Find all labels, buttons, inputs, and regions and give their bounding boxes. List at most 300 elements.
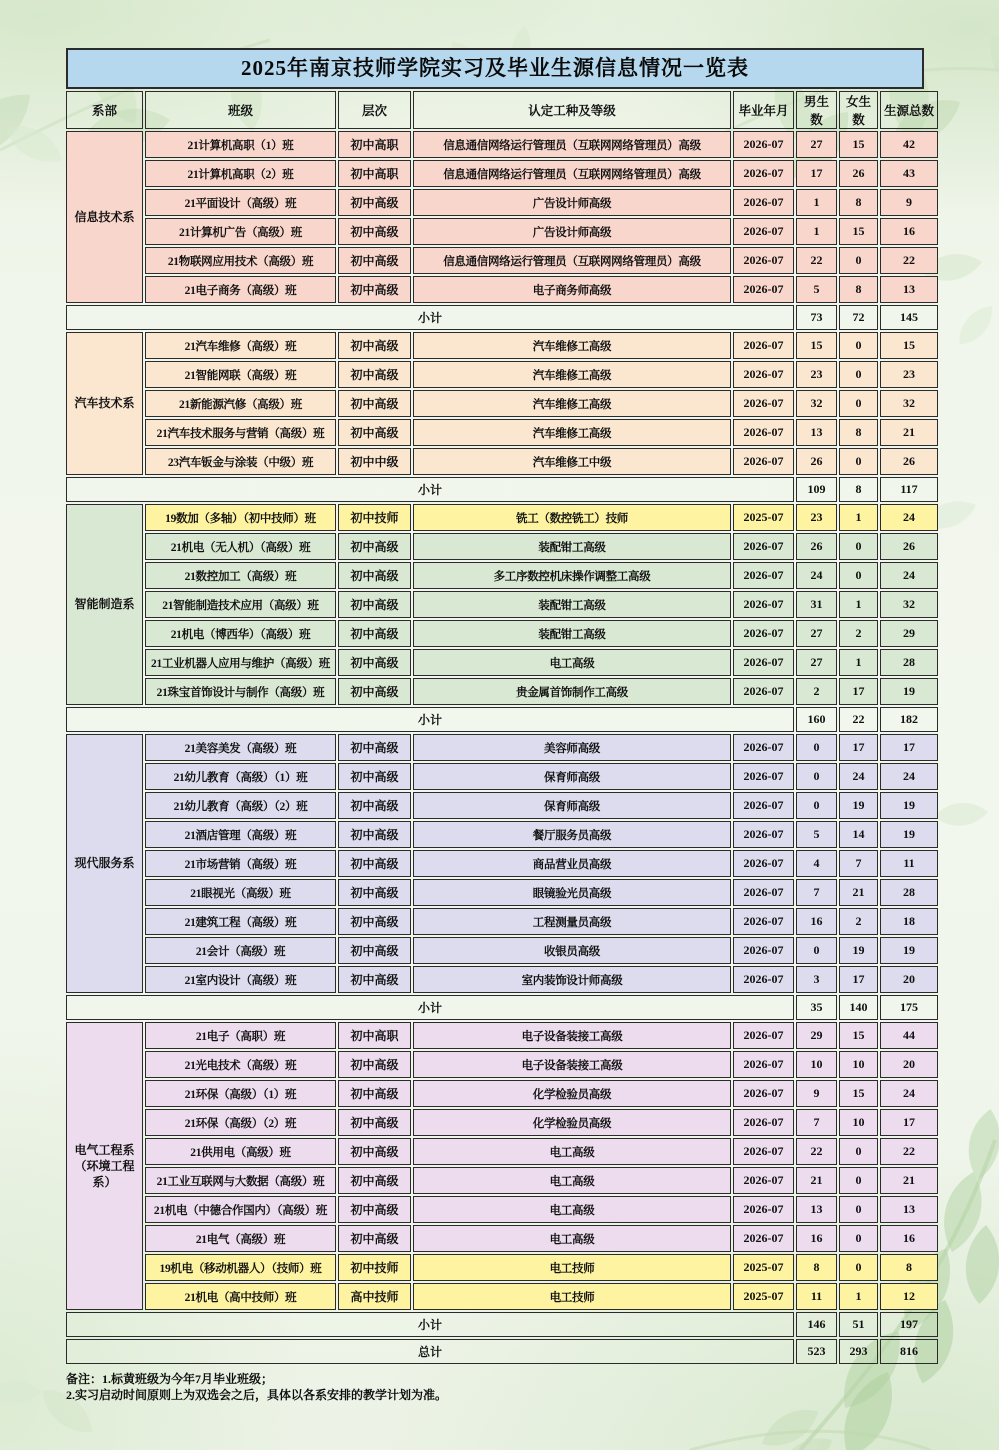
subtotal-value: 22 [839,707,878,732]
trade-cell: 收银员高级 [413,937,731,964]
female-count-cell: 0 [839,1196,878,1223]
level-cell: 初中高级 [338,390,411,417]
grad-date-cell: 2026-07 [733,247,794,274]
level-cell: 初中高级 [338,966,411,993]
male-count-cell: 13 [796,1196,837,1223]
total-count-cell: 19 [880,678,938,705]
level-cell: 初中高级 [338,678,411,705]
subtotal-row [66,707,938,732]
level-cell: 初中高级 [338,620,411,647]
trade-cell: 汽车维修工高级 [413,390,731,417]
trade-cell: 化学检验员高级 [413,1080,731,1107]
male-count-cell: 5 [796,276,837,303]
class-cell: 21物联网应用技术（高级）班 [145,247,336,274]
class-cell: 21幼儿教育（高级）（1）班 [145,763,336,790]
table-row [66,419,938,446]
male-count-cell: 10 [796,1051,837,1078]
level-cell: 初中高级 [338,792,411,819]
grad-date-cell: 2026-07 [733,1138,794,1165]
subtotal-row [66,995,938,1020]
trade-cell: 汽车维修工高级 [413,332,731,359]
trade-cell: 电工高级 [413,1167,731,1194]
total-count-cell: 9 [880,189,938,216]
male-count-cell: 0 [796,937,837,964]
trade-cell: 商品营业员高级 [413,850,731,877]
female-count-cell: 0 [839,332,878,359]
table-row [66,937,938,964]
table-row [66,189,938,216]
female-count-cell: 19 [839,937,878,964]
female-count-cell: 10 [839,1109,878,1136]
level-cell: 初中高级 [338,937,411,964]
class-cell: 21室内设计（高级）班 [145,966,336,993]
female-count-cell: 15 [839,218,878,245]
trade-cell: 电工高级 [413,1138,731,1165]
male-count-cell: 7 [796,1109,837,1136]
level-cell: 初中高级 [338,1196,411,1223]
trade-cell: 电工高级 [413,1196,731,1223]
grad-date-cell: 2026-07 [733,908,794,935]
table-row [66,160,938,187]
class-cell: 19数加（多轴）（初中技师）班 [145,504,336,531]
table-row [66,821,938,848]
grad-date-cell: 2026-07 [733,649,794,676]
class-cell: 21数控加工（高级）班 [145,562,336,589]
level-cell: 初中高级 [338,908,411,935]
level-cell: 初中高级 [338,1080,411,1107]
subtotal-value: 109 [796,477,837,502]
subtotal-value: 72 [839,305,878,330]
trade-cell: 保育师高级 [413,792,731,819]
level-cell: 初中高级 [338,1138,411,1165]
female-count-cell: 17 [839,734,878,761]
class-cell: 21计算机高职（2）班 [145,160,336,187]
trade-cell: 保育师高级 [413,763,731,790]
male-count-cell: 4 [796,850,837,877]
level-cell: 初中高职 [338,160,411,187]
grad-date-cell: 2026-07 [733,1167,794,1194]
female-count-cell: 0 [839,1138,878,1165]
female-count-cell: 0 [839,1254,878,1281]
male-count-cell: 7 [796,879,837,906]
table-row [66,591,938,618]
column-header: 男生数 [796,91,837,129]
trade-cell: 贵金属首饰制作工高级 [413,678,731,705]
subtotal-label: 小计 [66,995,794,1020]
grad-date-cell: 2025-07 [733,1254,794,1281]
grad-date-cell: 2026-07 [733,1022,794,1049]
total-count-cell: 28 [880,649,938,676]
trade-cell: 室内装饰设计师高级 [413,966,731,993]
male-count-cell: 24 [796,562,837,589]
level-cell: 初中技师 [338,1254,411,1281]
trade-cell: 铣工（数控铣工）技师 [413,504,731,531]
trade-cell: 信息通信网络运行管理员（互联网网络管理员）高级 [413,131,731,158]
male-count-cell: 2 [796,678,837,705]
female-count-cell: 21 [839,879,878,906]
subtotal-label: 小计 [66,305,794,330]
total-count-cell: 28 [880,879,938,906]
male-count-cell: 23 [796,504,837,531]
female-count-cell: 14 [839,821,878,848]
level-cell: 初中高职 [338,1022,411,1049]
table-row [66,448,938,475]
male-count-cell: 16 [796,908,837,935]
trade-cell: 餐厅服务员高级 [413,821,731,848]
subtotal-row [66,1312,938,1337]
total-count-cell: 24 [880,504,938,531]
male-count-cell: 5 [796,821,837,848]
table-row [66,1283,938,1310]
grad-date-cell: 2026-07 [733,1109,794,1136]
total-count-cell: 8 [880,1254,938,1281]
table-row [66,1051,938,1078]
female-count-cell: 7 [839,850,878,877]
table-row [66,763,938,790]
level-cell: 初中高级 [338,850,411,877]
grand-total-value: 816 [880,1339,938,1364]
subtotal-value: 73 [796,305,837,330]
level-cell: 初中高级 [338,1225,411,1252]
department-cell: 现代服务系 [66,734,143,993]
table-row [66,533,938,560]
department-cell: 信息技术系 [66,131,143,303]
total-count-cell: 13 [880,1196,938,1223]
grand-total-value: 523 [796,1339,837,1364]
grad-date-cell: 2026-07 [733,361,794,388]
table-row [66,649,938,676]
level-cell: 初中高级 [338,218,411,245]
grad-date-cell: 2026-07 [733,1051,794,1078]
total-count-cell: 21 [880,419,938,446]
total-count-cell: 26 [880,533,938,560]
male-count-cell: 22 [796,1138,837,1165]
grad-date-cell: 2026-07 [733,160,794,187]
female-count-cell: 0 [839,1167,878,1194]
class-cell: 21电子（高职）班 [145,1022,336,1049]
female-count-cell: 0 [839,562,878,589]
total-count-cell: 22 [880,247,938,274]
table-row [66,131,938,158]
level-cell: 初中高级 [338,879,411,906]
table-row [66,1022,938,1049]
total-count-cell: 32 [880,591,938,618]
male-count-cell: 26 [796,448,837,475]
female-count-cell: 26 [839,160,878,187]
level-cell: 初中高级 [338,562,411,589]
female-count-cell: 15 [839,1080,878,1107]
trade-cell: 工程测量员高级 [413,908,731,935]
level-cell: 初中高职 [338,131,411,158]
class-cell: 21市场营销（高级）班 [145,850,336,877]
female-count-cell: 8 [839,419,878,446]
male-count-cell: 1 [796,189,837,216]
grand-total-row [66,1339,938,1364]
total-count-cell: 20 [880,1051,938,1078]
trade-cell: 装配钳工高级 [413,591,731,618]
male-count-cell: 21 [796,1167,837,1194]
level-cell: 初中高级 [338,332,411,359]
trade-cell: 广告设计师高级 [413,218,731,245]
column-header: 毕业年月 [733,91,794,129]
total-count-cell: 29 [880,620,938,647]
class-cell: 21平面设计（高级）班 [145,189,336,216]
female-count-cell: 17 [839,678,878,705]
grad-date-cell: 2026-07 [733,533,794,560]
class-cell: 21建筑工程（高级）班 [145,908,336,935]
grad-date-cell: 2026-07 [733,591,794,618]
male-count-cell: 1 [796,218,837,245]
total-count-cell: 21 [880,1167,938,1194]
column-header: 班级 [145,91,336,129]
grad-date-cell: 2026-07 [733,966,794,993]
female-count-cell: 1 [839,591,878,618]
grad-date-cell: 2026-07 [733,419,794,446]
class-cell: 19机电（移动机器人）（技师）班 [145,1254,336,1281]
table-row [66,620,938,647]
female-count-cell: 1 [839,649,878,676]
note-line-2: 2.实习启动时间原则上为双选会之后，具体以各系安排的教学计划为准。 [66,1388,448,1403]
grad-date-cell: 2026-07 [733,189,794,216]
level-cell: 初中高级 [338,1051,411,1078]
female-count-cell: 0 [839,361,878,388]
total-count-cell: 16 [880,1225,938,1252]
female-count-cell: 1 [839,504,878,531]
subtotal-value: 51 [839,1312,878,1337]
grad-date-cell: 2026-07 [733,218,794,245]
table-row [66,1225,938,1252]
trade-cell: 信息通信网络运行管理员（互联网网络管理员）高级 [413,247,731,274]
total-count-cell: 44 [880,1022,938,1049]
trade-cell: 电子商务师高级 [413,276,731,303]
class-cell: 21计算机广告（高级）班 [145,218,336,245]
grad-date-cell: 2026-07 [733,1225,794,1252]
grad-date-cell: 2026-07 [733,448,794,475]
female-count-cell: 10 [839,1051,878,1078]
table-row [66,1080,938,1107]
male-count-cell: 0 [796,763,837,790]
total-count-cell: 23 [880,361,938,388]
total-count-cell: 24 [880,1080,938,1107]
table-row [66,276,938,303]
male-count-cell: 27 [796,649,837,676]
level-cell: 初中高级 [338,533,411,560]
male-count-cell: 23 [796,361,837,388]
subtotal-label: 小计 [66,707,794,732]
male-count-cell: 22 [796,247,837,274]
table-row [66,361,938,388]
male-count-cell: 3 [796,966,837,993]
female-count-cell: 8 [839,276,878,303]
grand-total-value: 293 [839,1339,878,1364]
female-count-cell: 1 [839,1283,878,1310]
grad-date-cell: 2026-07 [733,562,794,589]
department-cell: 汽车技术系 [66,332,143,475]
trade-cell: 汽车维修工中级 [413,448,731,475]
male-count-cell: 9 [796,1080,837,1107]
trade-cell: 信息通信网络运行管理员（互联网网络管理员）高级 [413,160,731,187]
total-count-cell: 24 [880,562,938,589]
female-count-cell: 8 [839,189,878,216]
note-line-1: 备注：1.标黄班级为今年7月毕业班级； [66,1372,274,1386]
grad-date-cell: 2026-07 [733,1196,794,1223]
table-row [66,879,938,906]
table-header [66,91,938,129]
class-cell: 21计算机高职（1）班 [145,131,336,158]
total-count-cell: 19 [880,821,938,848]
total-count-cell: 17 [880,1109,938,1136]
table-row [66,562,938,589]
total-count-cell: 13 [880,276,938,303]
male-count-cell: 0 [796,734,837,761]
level-cell: 初中高级 [338,1109,411,1136]
trade-cell: 电工技师 [413,1283,731,1310]
table-row [66,734,938,761]
table-row [66,1254,938,1281]
level-cell: 初中高级 [338,361,411,388]
table-row [66,1109,938,1136]
table-row [66,218,938,245]
table-row [66,1196,938,1223]
female-count-cell: 0 [839,390,878,417]
female-count-cell: 15 [839,1022,878,1049]
column-header: 认定工种及等级 [413,91,731,129]
total-count-cell: 43 [880,160,938,187]
grad-date-cell: 2025-07 [733,1283,794,1310]
total-count-cell: 26 [880,448,938,475]
class-cell: 21汽车技术服务与营销（高级）班 [145,419,336,446]
grad-date-cell: 2026-07 [733,1080,794,1107]
column-header: 生源总数 [880,91,938,129]
table-row [66,908,938,935]
level-cell: 初中高级 [338,247,411,274]
department-cell: 智能制造系 [66,504,143,705]
subtotal-label: 小计 [66,1312,794,1337]
class-cell: 21珠宝首饰设计与制作（高级）班 [145,678,336,705]
notes-block [66,1371,924,1403]
table-row [66,332,938,359]
female-count-cell: 17 [839,966,878,993]
male-count-cell: 17 [796,160,837,187]
subtotal-row [66,305,938,330]
level-cell: 初中高级 [338,189,411,216]
trade-cell: 多工序数控机床操作调整工高级 [413,562,731,589]
table-row [66,792,938,819]
female-count-cell: 24 [839,763,878,790]
trade-cell: 广告设计师高级 [413,189,731,216]
class-cell: 21智能制造技术应用（高级）班 [145,591,336,618]
subtotal-value: 145 [880,305,938,330]
class-cell: 21工业机器人应用与维护（高级）班 [145,649,336,676]
grad-date-cell: 2026-07 [733,937,794,964]
class-cell: 23汽车钣金与涂装（中级）班 [145,448,336,475]
grad-date-cell: 2026-07 [733,332,794,359]
table-row [66,1138,938,1165]
male-count-cell: 15 [796,332,837,359]
level-cell: 初中中级 [338,448,411,475]
female-count-cell: 0 [839,1225,878,1252]
level-cell: 初中高级 [338,419,411,446]
department-cell: 电气工程系（环境工程系） [66,1022,143,1310]
total-count-cell: 22 [880,1138,938,1165]
female-count-cell: 15 [839,131,878,158]
male-count-cell: 11 [796,1283,837,1310]
level-cell: 初中高级 [338,649,411,676]
subtotal-value: 197 [880,1312,938,1337]
level-cell: 初中高级 [338,591,411,618]
table-row [66,504,938,531]
class-cell: 21机电（高中技师）班 [145,1283,336,1310]
grad-date-cell: 2026-07 [733,850,794,877]
total-count-cell: 20 [880,966,938,993]
subtotal-row [66,477,938,502]
trade-cell: 电工技师 [413,1254,731,1281]
class-cell: 21酒店管理（高级）班 [145,821,336,848]
male-count-cell: 0 [796,792,837,819]
trade-cell: 电子设备装接工高级 [413,1051,731,1078]
level-cell: 初中技师 [338,504,411,531]
male-count-cell: 27 [796,131,837,158]
class-cell: 21工业互联网与大数据（高级）班 [145,1167,336,1194]
grad-date-cell: 2026-07 [733,879,794,906]
trade-cell: 汽车维修工高级 [413,361,731,388]
grad-date-cell: 2026-07 [733,276,794,303]
trade-cell: 装配钳工高级 [413,533,731,560]
class-cell: 21光电技术（高级）班 [145,1051,336,1078]
grad-date-cell: 2026-07 [733,763,794,790]
table-sheet [66,48,934,1403]
class-cell: 21智能网联（高级）班 [145,361,336,388]
table-row [66,1167,938,1194]
level-cell: 初中高级 [338,763,411,790]
class-cell: 21环保（高级）（2）班 [145,1109,336,1136]
female-count-cell: 0 [839,448,878,475]
subtotal-value: 8 [839,477,878,502]
class-cell: 21美容美发（高级）班 [145,734,336,761]
male-count-cell: 31 [796,591,837,618]
female-count-cell: 0 [839,247,878,274]
level-cell: 初中高级 [338,276,411,303]
class-cell: 21幼儿教育（高级）（2）班 [145,792,336,819]
class-cell: 21电子商务（高级）班 [145,276,336,303]
trade-cell: 电工高级 [413,649,731,676]
roster-table [64,89,940,1366]
column-header: 女生数 [839,91,878,129]
grand-total-label: 总计 [66,1339,794,1364]
grad-date-cell: 2026-07 [733,390,794,417]
trade-cell: 装配钳工高级 [413,620,731,647]
trade-cell: 电子设备装接工高级 [413,1022,731,1049]
table-row [66,850,938,877]
total-count-cell: 19 [880,792,938,819]
subtotal-label: 小计 [66,477,794,502]
class-cell: 21汽车维修（高级）班 [145,332,336,359]
grad-date-cell: 2026-07 [733,678,794,705]
table-row [66,966,938,993]
female-count-cell: 2 [839,908,878,935]
level-cell: 初中高级 [338,1167,411,1194]
trade-cell: 化学检验员高级 [413,1109,731,1136]
grad-date-cell: 2026-07 [733,620,794,647]
total-count-cell: 42 [880,131,938,158]
total-count-cell: 16 [880,218,938,245]
subtotal-value: 140 [839,995,878,1020]
male-count-cell: 29 [796,1022,837,1049]
class-cell: 21供用电（高级）班 [145,1138,336,1165]
subtotal-value: 182 [880,707,938,732]
total-count-cell: 19 [880,937,938,964]
total-count-cell: 11 [880,850,938,877]
